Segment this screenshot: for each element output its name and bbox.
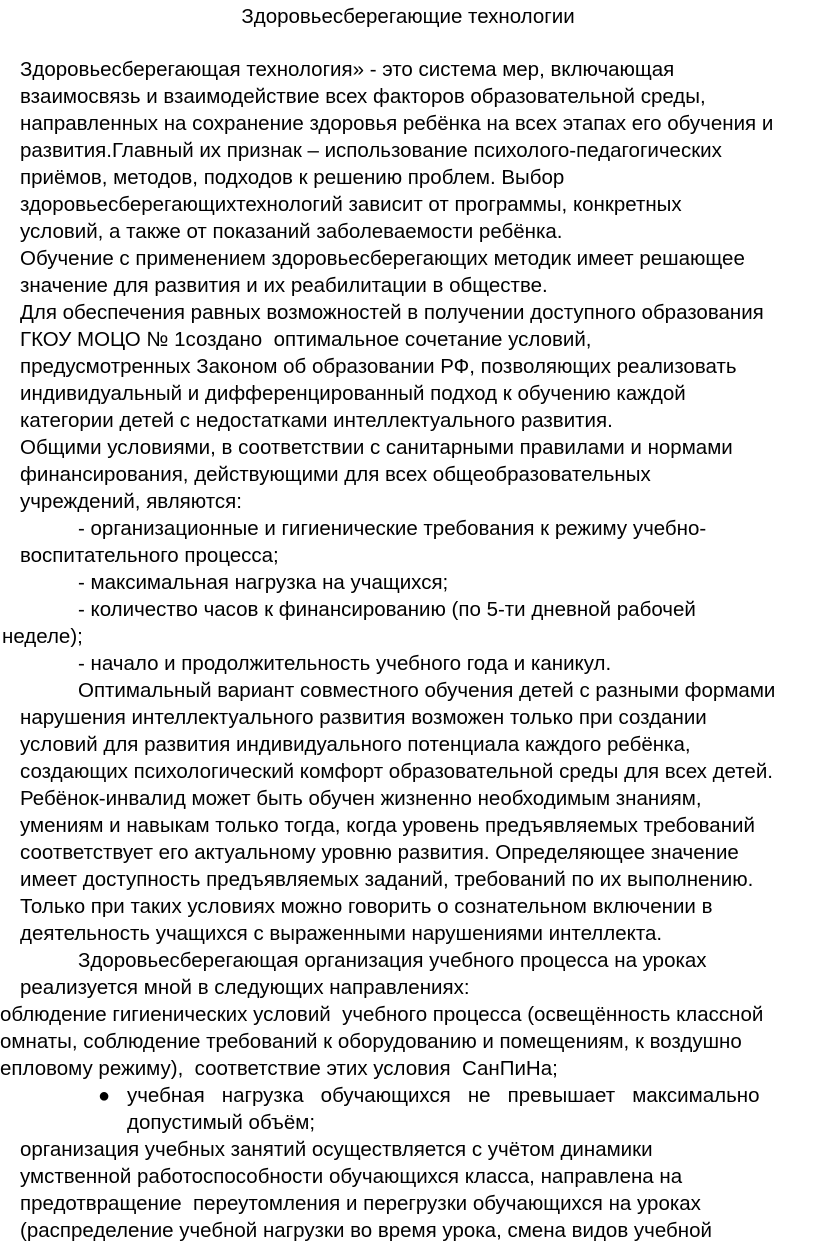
text-line: Общими условиями, в соответствии с санитарными правилами и нормами (20, 436, 733, 459)
text-line: Только при таких условиях можно говорить о сознательном включении в (20, 895, 713, 918)
text-line: здоровьесберегающихтехнологий зависит от программы, конкретных (20, 193, 682, 216)
text-line: условий, а также от показаний заболеваемости ребёнка. (20, 220, 563, 243)
text-line: воспитательного процесса; (20, 544, 279, 567)
text-line: нарушения интеллектуального развития возможен только при создании (20, 706, 707, 729)
text-line: предотвращение переутомления и перегрузки обучающихся на уроках (20, 1192, 701, 1215)
text-line: деятельность учащихся с выраженными нарушениями интеллекта. (20, 922, 663, 945)
bullet-list-item: допустимый объём; (127, 1111, 316, 1134)
list-item: - количество часов к финансированию (по 5-ти дневной рабочей (78, 598, 696, 621)
text-line: епловому режиму), соответствие этих условия СанПиНа; (0, 1057, 558, 1080)
document-title: Здоровьесберегающие технологии (241, 5, 575, 28)
list-item: - начало и продолжительность учебного года и каникул. (78, 652, 612, 675)
text-line: категории детей с недостатками интеллектуального развития. (20, 409, 613, 432)
text-line: омнаты, соблюдение требований к оборудованию и помещениям, к воздушно (0, 1030, 742, 1053)
text-line: умственной работоспособности обучающихся класса, направлена на (20, 1165, 683, 1188)
text-line: Оптимальный вариант совместного обучения детей с разными формами (78, 679, 776, 702)
text-line: облюдение гигиенических условий учебного процесса (освещённость классной (0, 1003, 764, 1026)
text-line: ГКОУ МОЦО № 1создано оптимальное сочетание условий, (20, 328, 592, 351)
text-line: взаимосвязь и взаимодействие всех факторов образовательной среды, (20, 85, 706, 108)
bullet-list-item: учебная нагрузка обучающихся не превышает максимально (127, 1084, 760, 1107)
text-line: реализуется мной в следующих направлениях: (20, 976, 470, 999)
text-line: Здоровьесберегающая технология» - это система мер, включающая (20, 58, 675, 81)
text-line: Здоровьесберегающая организация учебного процесса на уроках (78, 949, 707, 972)
text-line: умениям и навыкам только тогда, когда уровень предъявляемых требований (20, 814, 755, 837)
text-line: создающих психологический комфорт образовательной среды для всех детей. (20, 760, 773, 783)
text-line: предусмотренных Законом об образовании РФ, позволяющих реализовать (20, 355, 737, 378)
text-line: условий для развития индивидуального потенциала каждого ребёнка, (20, 733, 691, 756)
text-line: Для обеспечения равных возможностей в получении доступного образования (20, 301, 764, 324)
bullet-icon: ● (98, 1085, 111, 1107)
text-line: Ребёнок-инвалид может быть обучен жизненно необходимым знаниям, (20, 787, 702, 810)
text-line: неделе); (2, 625, 83, 648)
text-line: финансирования, действующими для всех общеобразовательных (20, 463, 651, 486)
text-line: индивидуальный и дифференцированный подход к обучению каждой (20, 382, 686, 405)
text-line: развития.Главный их признак – использование психолого-педагогических (20, 139, 722, 162)
text-line: приёмов, методов, подходов к решению проблем. Выбор (20, 166, 565, 189)
text-line: Обучение с применением здоровьесберегающих методик имеет решающее (20, 247, 745, 270)
text-line: направленных на сохранение здоровья ребёнка на всех этапах его обучения и (20, 112, 774, 135)
text-line: учреждений, являются: (20, 490, 242, 513)
list-item: - организационные и гигиенические требования к режиму учебно- (78, 517, 707, 540)
text-line: (распределение учебной нагрузки во время урока, смена видов учебной (20, 1219, 712, 1242)
text-line: организация учебных занятий осуществляется с учётом динамики (20, 1138, 653, 1161)
text-line: имеет доступность предъявляемых заданий, требований по их выполнению. (20, 868, 754, 891)
text-line: значение для развития и их реабилитации в обществе. (20, 274, 548, 297)
list-item: - максимальная нагрузка на учащихся; (78, 571, 449, 594)
text-line: соответствует его актуальному уровню развития. Определяющее значение (20, 841, 739, 864)
